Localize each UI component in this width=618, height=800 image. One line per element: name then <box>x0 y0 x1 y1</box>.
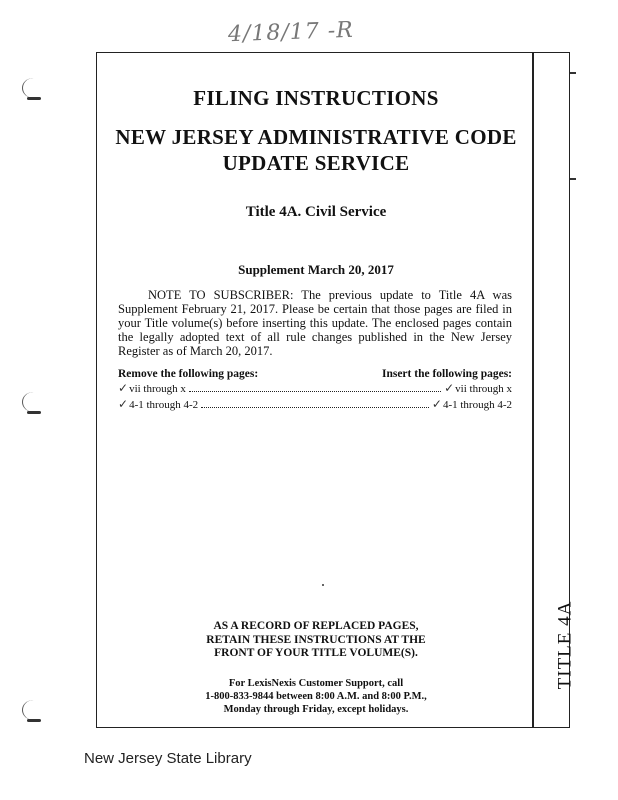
check-mark-icon: ✓ <box>118 381 129 395</box>
support-line: 1-800-833-9844 between 8:00 A.M. and 8:00 P.M., <box>205 691 427 702</box>
check-mark-icon: ✓ <box>118 397 129 411</box>
remove-pages: 4-1 through 4-2 <box>129 399 199 411</box>
page-row <box>118 381 512 396</box>
supplement-date: Supplement March 20, 2017 <box>238 262 394 277</box>
page-row <box>118 397 512 412</box>
record-line: FRONT OF YOUR TITLE VOLUME(S). <box>214 647 418 659</box>
record-line: RETAIN THESE INSTRUCTIONS AT THE <box>206 633 426 646</box>
dot-leader <box>201 398 429 408</box>
page-list-header <box>118 368 512 380</box>
insert-pages: vii through x <box>455 383 512 395</box>
binder-hole-top <box>22 78 45 98</box>
title-tab <box>550 600 580 690</box>
dot-leader <box>189 382 441 392</box>
remove-header: Remove the following pages: <box>118 368 259 380</box>
code-title <box>104 124 528 176</box>
handwritten-date-note: 4/18/17 -R <box>227 17 355 48</box>
code-title-line2: UPDATE SERVICE <box>222 151 410 175</box>
title-section-heading: Title 4A. Civil Service <box>245 204 387 220</box>
insert-header: Insert the following pages: <box>381 368 512 380</box>
library-stamp: New Jersey State Library <box>84 750 252 767</box>
remove-pages: vii through x <box>129 383 186 395</box>
insert-pages: 4-1 through 4-2 <box>442 399 512 411</box>
subscriber-note: NOTE TO SUBSCRIBER: The previous update to Title 4A was Supplement February 21, 2017. Please be certain that those pages are filed in your Title volume(s) before inserting this update. The enclosed pages contain the legally adopted text of all rule changes published in the New Jersey Register as of March 20, 2017. <box>118 288 512 358</box>
tab-divider-line <box>532 52 534 728</box>
page-replacement-list <box>118 368 512 412</box>
code-title-line1: NEW JERSEY ADMINISTRATIVE CODE <box>115 125 517 149</box>
support-line: For LexisNexis Customer Support, call <box>228 678 404 689</box>
filing-instructions-title: FILING INSTRUCTIONS <box>193 86 439 110</box>
title-tab-label: TITLE 4A <box>554 600 576 690</box>
binder-hole-bottom <box>22 700 45 720</box>
scan-speck <box>322 584 324 586</box>
binder-hole-middle <box>22 392 45 412</box>
check-mark-icon: ✓ <box>444 381 455 395</box>
customer-support-info <box>104 677 528 716</box>
record-notice <box>104 620 528 661</box>
edge-tick <box>570 178 576 180</box>
record-line: AS A RECORD OF REPLACED PAGES, <box>213 620 419 632</box>
edge-tick <box>570 72 576 74</box>
check-mark-icon: ✓ <box>431 397 442 411</box>
support-line: Monday through Friday, except holidays. <box>223 704 409 715</box>
